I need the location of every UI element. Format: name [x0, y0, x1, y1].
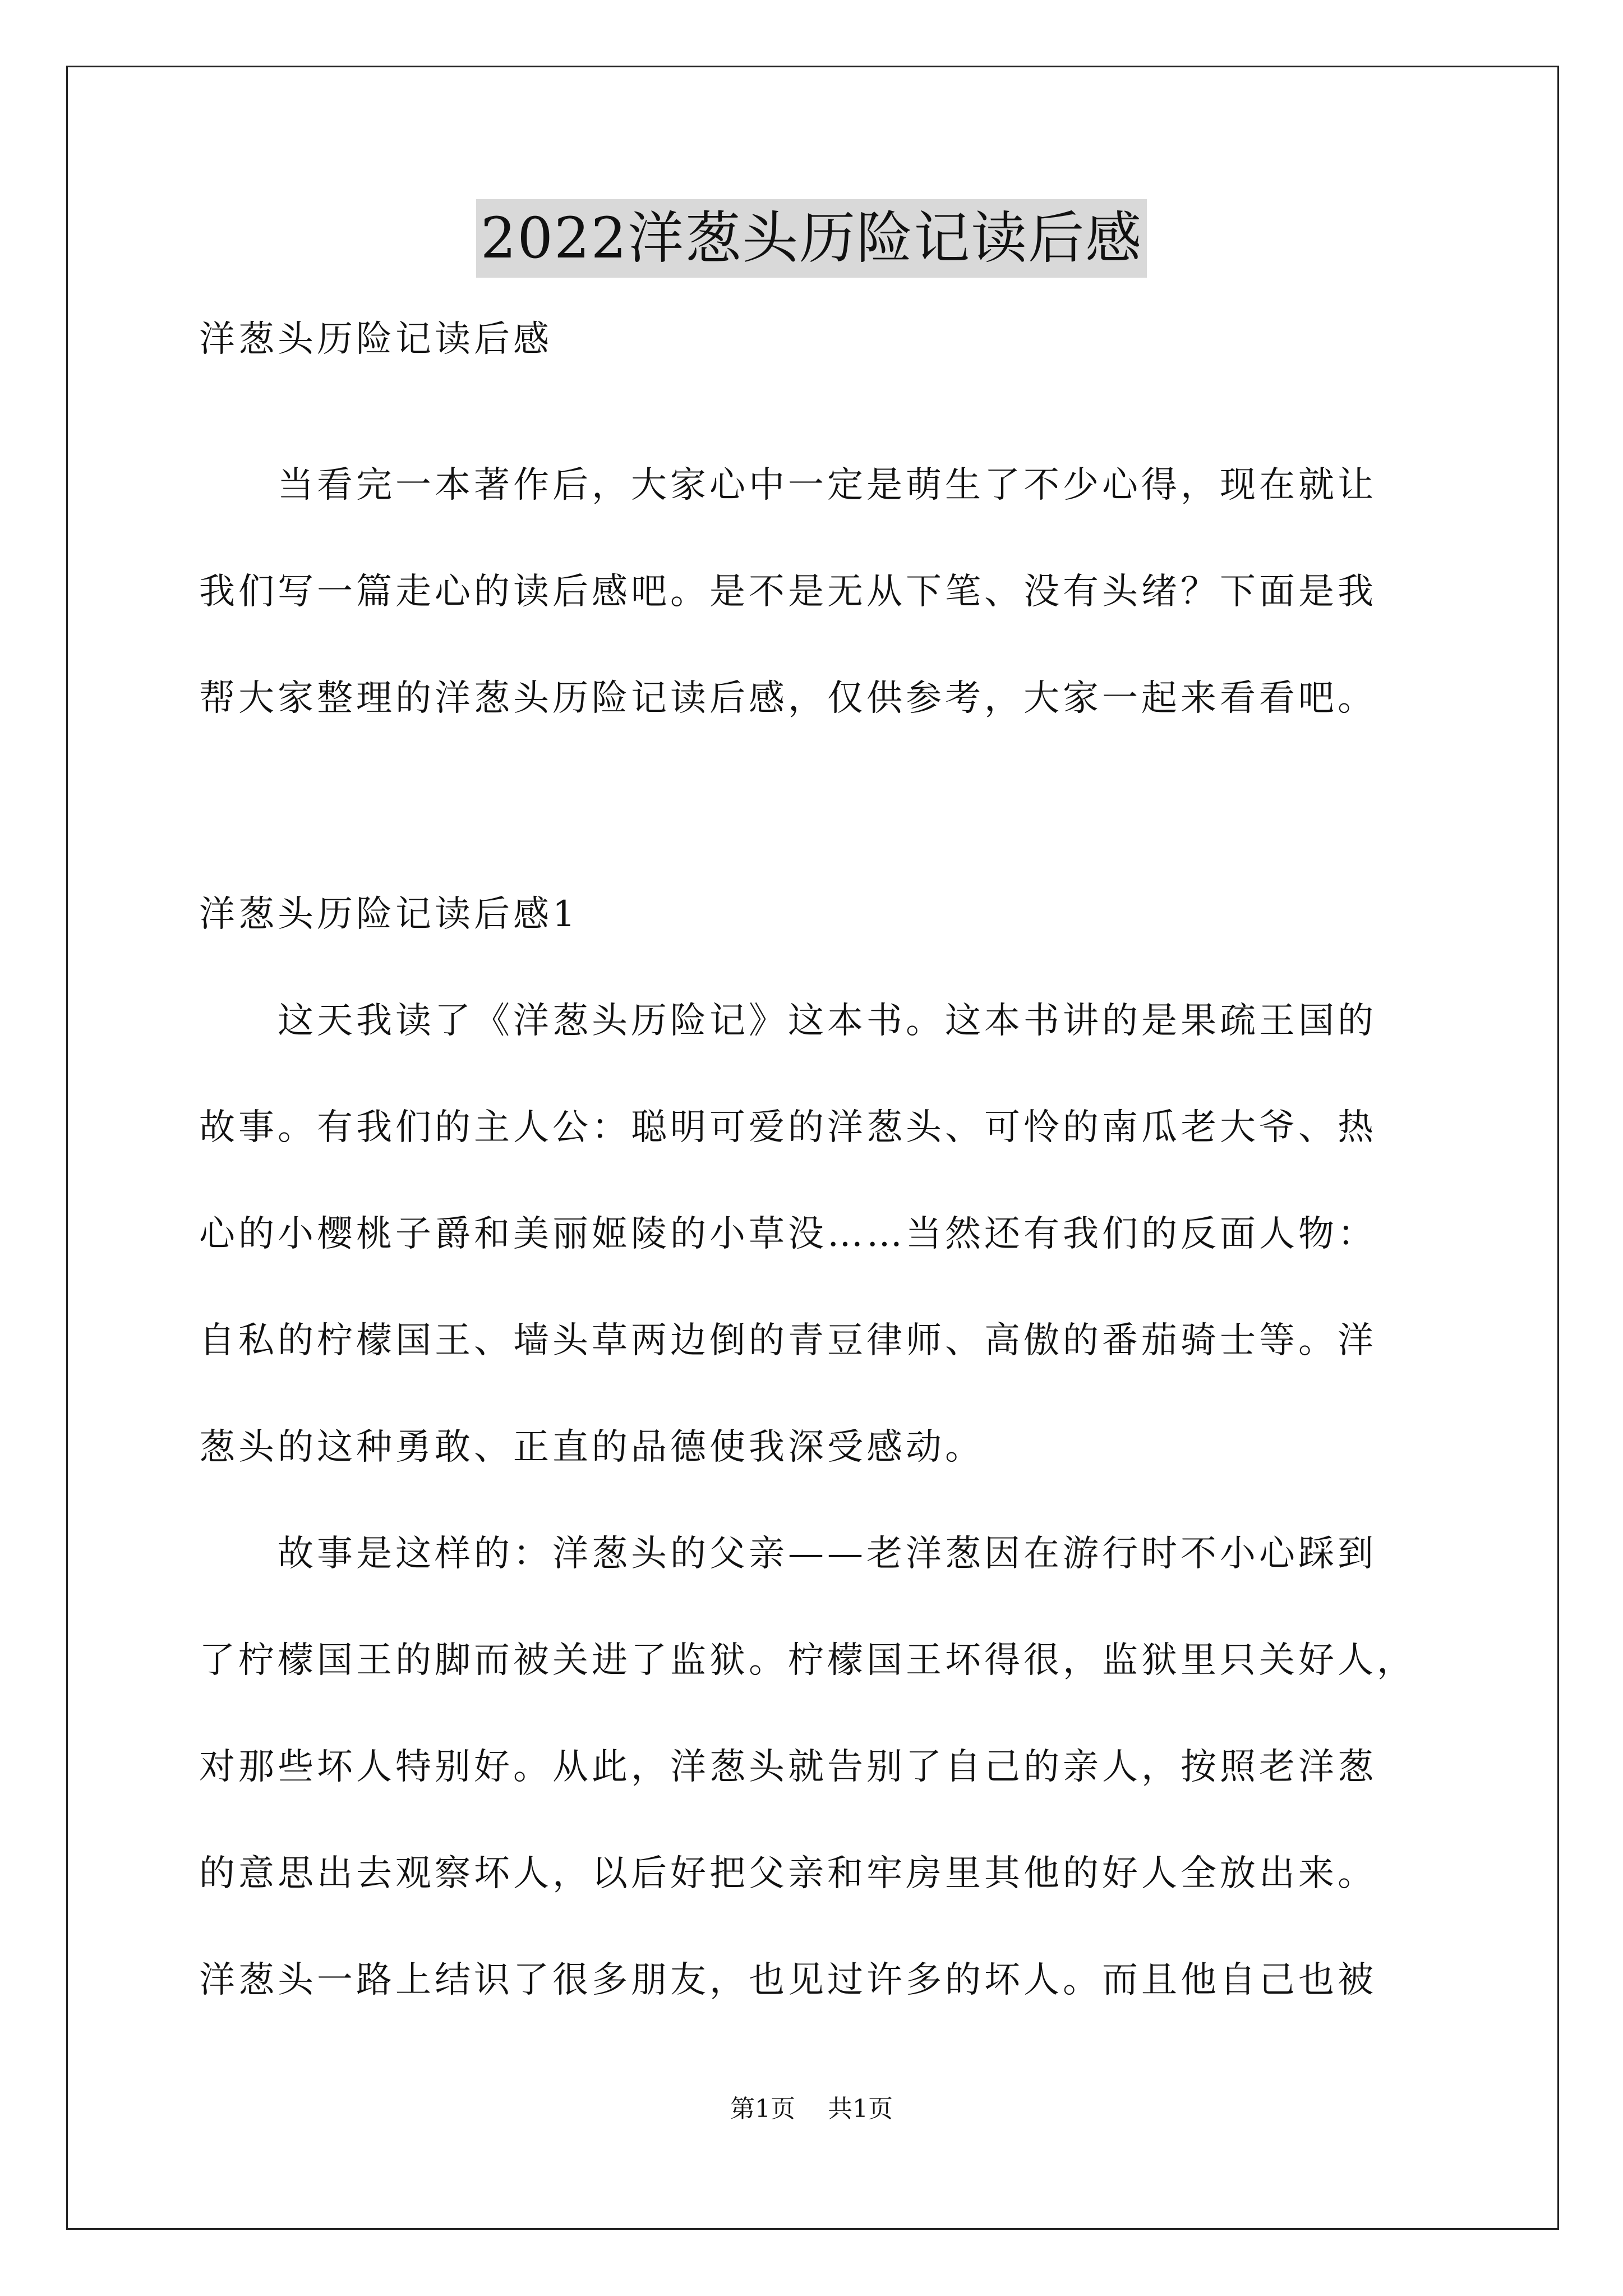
paragraph-line: 心的小樱桃子爵和美丽姬陵的小草没……当然还有我们的反面人物：	[199, 1213, 1377, 1255]
paragraph-line: 故事。有我们的主人公：聪明可爱的洋葱头、可怜的南瓜老大爷、热	[199, 1107, 1377, 1148]
paragraph-line: 故事是这样的：洋葱头的父亲——老洋葱因在游行时不小心踩到	[199, 1533, 1377, 1575]
paragraph-line: 这天我读了《洋葱头历险记》这本书。这本书讲的是果疏王国的	[199, 1000, 1377, 1042]
paragraph-line: 葱头的这种勇敢、正直的品德使我深受感动。	[199, 1427, 984, 1468]
intro-line: 帮大家整理的洋葱头历险记读后感，仅供参考，大家一起来看看吧。	[199, 678, 1377, 719]
paragraph-line: 了柠檬国王的脚而被关进了监狱。柠檬国王坏得很，监狱里只关好人，	[199, 1640, 1416, 1681]
title-container	[0, 199, 1623, 278]
intro-line: 我们写一篇走心的读后感吧。是不是无从下笔、没有头绪？下面是我	[199, 571, 1377, 613]
document-title: 2022洋葱头历险记读后感	[476, 199, 1147, 278]
paragraph-line: 的意思出去观察坏人，以后好把父亲和牢房里其他的好人全放出来。	[199, 1853, 1377, 1894]
paragraph-line: 自私的柠檬国王、墙头草两边倒的青豆律师、高傲的番茄骑士等。洋	[199, 1320, 1377, 1361]
page-footer: 第1页 共1页	[730, 2095, 893, 2123]
section-heading: 洋葱头历险记读后感1	[199, 894, 579, 935]
paragraph-line: 洋葱头一路上结识了很多朋友，也见过许多的坏人。而且他自己也被	[199, 1959, 1377, 2001]
intro-line: 当看完一本著作后，大家心中一定是萌生了不少心得，现在就让	[199, 464, 1377, 506]
section-heading: 洋葱头历险记读后感	[199, 319, 552, 360]
paragraph-line: 对那些坏人特别好。从此，洋葱头就告别了自己的亲人，按照老洋葱	[199, 1746, 1377, 1788]
